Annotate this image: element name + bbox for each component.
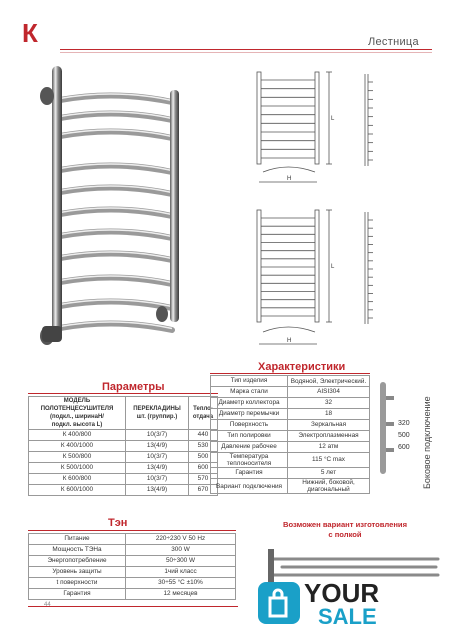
section-letter: К <box>22 18 38 48</box>
table-row: К 500/1000 13(4/9) 600 <box>29 463 218 474</box>
logo-icon <box>258 582 300 624</box>
towel-rail-photo <box>30 60 200 360</box>
table-row: Марка стали AISI304 <box>211 387 370 398</box>
ten-table <box>28 533 236 600</box>
table-row: t поверхности 30÷55 °C ±10% <box>29 578 236 589</box>
side-connection-label: Боковое подключение <box>422 396 432 489</box>
table-row: К 600/1000 13(4/9) 670 <box>29 485 218 496</box>
table-row: К 400/800 10(3/7) 440 <box>29 430 218 441</box>
ten-rule <box>28 530 236 531</box>
table-row: Вариант подключения Нижний, боковой, диагональный <box>211 479 370 494</box>
dim-l-label-2: L <box>331 264 335 270</box>
table-row: Питание 220÷230 V 50 Hz <box>29 534 236 545</box>
logo-word-your: YOUR <box>304 578 380 608</box>
specs-rule <box>210 373 370 374</box>
params-rule <box>28 393 218 394</box>
dim-h-label-1: H <box>287 176 292 182</box>
logo-word-sale: SALE <box>318 604 377 629</box>
table-row: Диаметр коллектора 32 <box>211 398 370 409</box>
dim-h-label-2: H <box>287 338 292 344</box>
side-connection-drawing <box>372 378 398 478</box>
specs-table <box>210 375 370 494</box>
table-row: К 600/800 10(3/7) 570 <box>29 474 218 485</box>
table-row: Гарантия 12 месяцев <box>29 589 236 600</box>
table-row: Температура теплоносителя 115 °C max <box>211 453 370 468</box>
technical-drawings <box>245 62 445 352</box>
params-header-heat: Тепло- отдача <box>189 397 218 430</box>
params-header-model: МОДЕЛЬ ПОЛОТЕНЦЕСУШИТЕЛЯ (подкл., ширинаН/ подкл. высота L) <box>29 397 126 430</box>
ten-title: Тэн <box>108 517 128 529</box>
table-row: К 500/800 10(3/7) 500 <box>29 452 218 463</box>
table-row: Энергопотребление 50÷300 W <box>29 556 236 567</box>
table-row: Давление рабочее 12 атм <box>211 442 370 453</box>
table-row: Уровень защиты 1чий класс <box>29 567 236 578</box>
header-rule-thin <box>60 52 432 53</box>
footer-rule <box>28 606 238 607</box>
table-row: Гарантия 5 лет <box>211 468 370 479</box>
table-row: Поверхность Зеркальная <box>211 420 370 431</box>
params-title: Параметры <box>102 381 165 393</box>
table-row: Диаметр перемычки 18 <box>211 409 370 420</box>
table-row: Мощность ТЭНа 300 W <box>29 545 236 556</box>
table-row: Тип изделия Водяной, Электрический. <box>211 376 370 387</box>
table-row: Тип полировки Электроплазменная <box>211 431 370 442</box>
dim-l-label-1: L <box>331 116 335 122</box>
params-header-bars: ПЕРЕКЛАДИНЫ шт. (группир.) <box>126 397 189 430</box>
table-row: К 400/1000 13(4/9) 530 <box>29 441 218 452</box>
header-rule <box>60 49 432 50</box>
shelf-note: Возможен вариант изготовления с полкой <box>282 520 408 539</box>
specs-title: Характеристики <box>258 361 346 373</box>
params-table <box>28 396 218 496</box>
section-title: Лестница <box>368 36 419 48</box>
page-number: 44 <box>44 602 51 608</box>
side-dims: 320 500 600 <box>398 420 410 451</box>
